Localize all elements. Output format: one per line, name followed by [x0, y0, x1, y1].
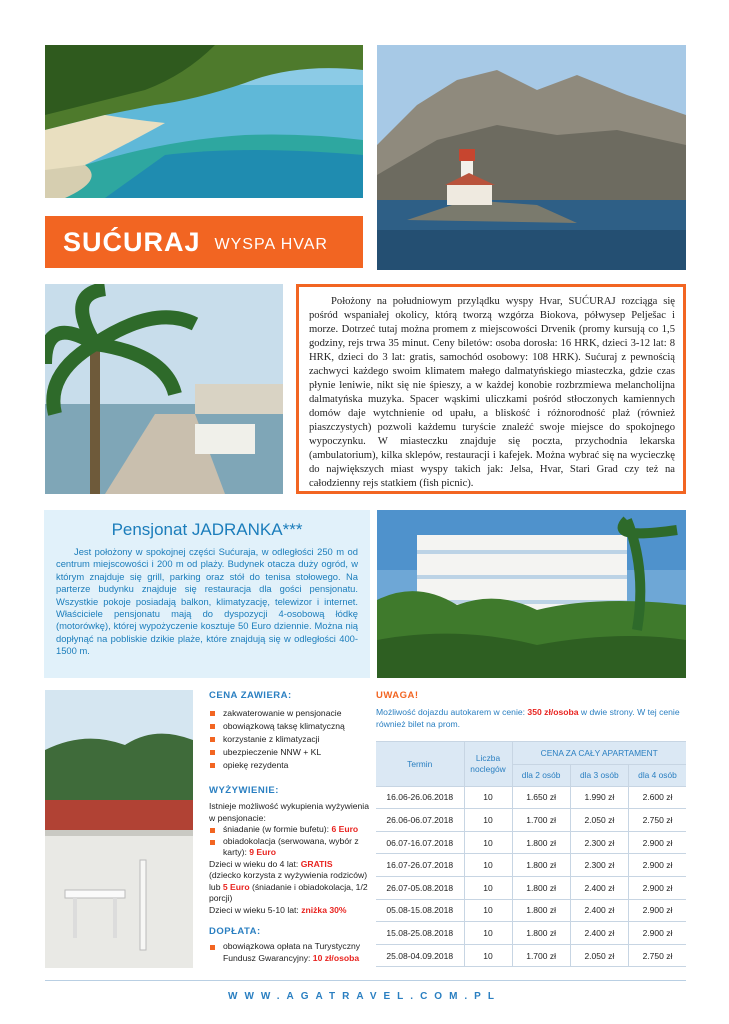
surcharge-item	[209, 941, 369, 964]
palm-harbor-photo	[45, 284, 283, 494]
table-cell: 2.400 zł	[570, 876, 628, 899]
col-nights: Liczba noclegów	[464, 742, 512, 787]
table-cell: 2.900 zł	[628, 831, 686, 854]
price-table	[376, 741, 686, 967]
kids-5-10-note	[209, 905, 369, 917]
table-row	[376, 922, 686, 945]
table-cell: 2.900 zł	[628, 899, 686, 922]
table-row	[376, 831, 686, 854]
pension-title: Pensjonat JADRANKA***	[111, 520, 303, 539]
table-cell: 2.300 zł	[570, 854, 628, 877]
kids-or-label: lub	[209, 881, 221, 892]
surcharge-title: DOPŁATA:	[209, 926, 261, 937]
table-cell: 2.050 zł	[570, 944, 628, 967]
beach-bay-photo	[45, 45, 363, 198]
table-cell: 26.07-05.08.2018	[376, 876, 464, 899]
table-cell: 2.750 zł	[628, 809, 686, 832]
table-cell: 15.08-25.08.2018	[376, 922, 464, 945]
notice-price: 350 zł/osoba	[527, 707, 579, 717]
includes-item: ubezpieczenie NNW + KL	[209, 746, 369, 759]
board-item-breakfast	[209, 824, 369, 836]
table-cell: 2.900 zł	[628, 876, 686, 899]
page-title: SUĆURAJ	[63, 226, 201, 257]
table-cell: 1.800 zł	[512, 899, 570, 922]
price-includes-title: CENA ZAWIERA:	[209, 690, 292, 701]
footer-divider	[45, 980, 686, 981]
col-2-persons: dla 2 osób	[512, 764, 570, 786]
includes-item: zakwaterowanie w pensjonacie	[209, 707, 369, 720]
dinner-price: 9 Euro	[249, 847, 277, 857]
board-section	[209, 785, 369, 916]
table-cell: 1.650 zł	[512, 786, 570, 809]
table-cell: 1.800 zł	[512, 876, 570, 899]
table-cell: 2.600 zł	[628, 786, 686, 809]
table-row	[376, 809, 686, 832]
table-cell: 2.400 zł	[570, 899, 628, 922]
table-cell: 1.800 zł	[512, 854, 570, 877]
col-term: Termin	[376, 742, 464, 787]
kids-5-10-label: Dzieci w wieku 5-10 lat:	[209, 904, 299, 915]
col-3-persons: dla 3 osób	[570, 764, 628, 786]
notice-text-b: w dwie strony. W tej cenie również bilet na prom.	[376, 707, 680, 729]
lighthouse-photo	[377, 45, 686, 270]
table-cell: 10	[464, 831, 512, 854]
dinner-label: obiadokolacja (serwowana, wybór z karty):	[223, 835, 359, 857]
table-cell: 1.700 zł	[512, 944, 570, 967]
page-title-banner	[45, 216, 363, 268]
pension-building-photo	[377, 510, 686, 678]
table-row	[376, 854, 686, 877]
terrace-view-photo	[45, 690, 193, 968]
kids-half-price: 5 Euro	[222, 881, 250, 892]
table-cell: 10	[464, 944, 512, 967]
table-cell: 26.06-06.07.2018	[376, 809, 464, 832]
includes-item: opiekę rezydenta	[209, 759, 369, 772]
notice-title: UWAGA!	[376, 690, 419, 701]
destination-description: Położony na południowym przylądku wyspy Hvar, SUĆURAJ rozciąga się pośród wspaniałej okolicy, którą tworzą wzgórza Biokova, półwysep Pelješac i morze. Dotrzeć tutaj można promem z miejscowości Drvenik (promy kursują co 1,5 godziny, rejs trwa 35 minut. Ceny biletów: osoba dorosła: 16 HRK, dzieci 3-12 lat: 8 HRK, dzieci do 3 lat: gratis, samochód osobowy: 108 HRK). Sućuraj z pewnością zachwyci każdego swoim klimatem małego dalmatyńskiego miasteczka, gdzie czas płynie leniwie, nikt się nie śpieszy, a w każdej konobie rozbrzmiewa melancholijna dalmatyńska muzyka. Spacer wąskimi uliczkami pośród stłoczonych kamiennych domów daje wytchnienie od upału, a bliskość i różnorodność plaż (również piaszczystych) pozwoli każdemu turyście znaleźć swoje miejsce do spokojnego wypoczynku. W miasteczku znajduje się poczta, przychodnia lekarska (ambulatorium), kilka sklepów, restauracji i kafejek. Można wybrać się na wycieczkę do największych miast wyspy takich jak: Jelsa, Hvar, Stari Grad czy też na całodzienny rejs statkiem (fish picnic).	[296, 284, 686, 494]
table-cell: 10	[464, 899, 512, 922]
kids-under-4-detail: (dziecko korzysta z wyżywienia rodziców)	[209, 870, 368, 880]
surcharge-price: 10 zł/osoba	[312, 952, 360, 963]
table-cell: 06.07-16.07.2018	[376, 831, 464, 854]
breakfast-price: 6 Euro	[331, 824, 359, 834]
table-cell: 2.300 zł	[570, 831, 628, 854]
pension-info-box	[44, 510, 370, 678]
table-cell: 1.800 zł	[512, 831, 570, 854]
table-cell: 05.08-15.08.2018	[376, 899, 464, 922]
table-cell: 10	[464, 876, 512, 899]
board-item-dinner	[209, 836, 369, 859]
table-cell: 2.400 zł	[570, 922, 628, 945]
table-cell: 10	[464, 922, 512, 945]
surcharge-section	[209, 926, 369, 964]
page-subtitle: WYSPA HVAR	[214, 235, 328, 253]
table-cell: 16.06-26.06.2018	[376, 786, 464, 809]
kids-under-4-label: Dzieci w wieku do 4 lat:	[209, 858, 299, 869]
table-row	[376, 876, 686, 899]
surcharge-label: obowiązkowa opłata na Turystyczny Fundusz Gwarancyjny:	[223, 941, 361, 963]
table-row	[376, 786, 686, 809]
footer-website: WWW.AGATRAVEL.COM.PL	[228, 991, 501, 1002]
kids-half-detail: (śniadanie i obiadokolacja, 1/2 porcji)	[209, 881, 368, 903]
includes-item: obowiązkową taksę klimatyczną	[209, 720, 369, 733]
table-cell: 25.08-04.09.2018	[376, 944, 464, 967]
notice-text	[376, 707, 686, 730]
table-cell: 1.700 zł	[512, 809, 570, 832]
table-cell: 16.07-26.07.2018	[376, 854, 464, 877]
col-4-persons: dla 4 osób	[628, 764, 686, 786]
col-group-apartment-price: CENA ZA CAŁY APARTAMENT	[512, 742, 686, 765]
includes-item: korzystanie z klimatyzacji	[209, 733, 369, 746]
breakfast-label: śniadanie (w formie bufetu):	[223, 824, 330, 834]
notice-text-a: Możliwość dojazdu autokarem w cenie:	[376, 707, 526, 717]
table-cell: 1.800 zł	[512, 922, 570, 945]
price-includes-section	[209, 690, 369, 772]
notice-section	[376, 690, 686, 730]
table-cell: 2.900 zł	[628, 854, 686, 877]
pension-description: Jest położony w spokojnej części Sućuraja, w odległości 250 m od centrum miejscowości i 200 m od plaży. Budynek otacza duży ogród, w którym znajduje się grill, parking oraz stół do tenisa stołowego. Na parterze budynku znajduje się restauracja dla gości pensjonatu. Wszystkie pokoje posiadają balkon, klimatyzację, telewizor i internet. Właściciele pensjonatu mają do dyspozycji 4-osobową łódkę (motorówkę), której wypożyczenie kosztuje 50 Euro dziennie. Można nią dopłynąć na pobliskie dzikie plaże, które znajdują się w odległości 400-1500 m.	[56, 546, 358, 657]
kids-under-4-free: GRATIS	[300, 858, 333, 869]
table-cell: 10	[464, 809, 512, 832]
kids-5-10-discount: zniżka 30%	[301, 904, 347, 915]
table-cell: 1.990 zł	[570, 786, 628, 809]
table-row	[376, 899, 686, 922]
table-cell: 2.900 zł	[628, 922, 686, 945]
table-row	[376, 944, 686, 967]
board-title: WYŻYWIENIE:	[209, 785, 279, 796]
table-cell: 10	[464, 854, 512, 877]
kids-under-4-note	[209, 859, 369, 905]
table-cell: 2.050 zł	[570, 809, 628, 832]
table-cell: 2.750 zł	[628, 944, 686, 967]
board-intro: Istnieje możliwość wykupienia wyżywienia w pensjonacie:	[209, 801, 369, 823]
table-cell: 10	[464, 786, 512, 809]
